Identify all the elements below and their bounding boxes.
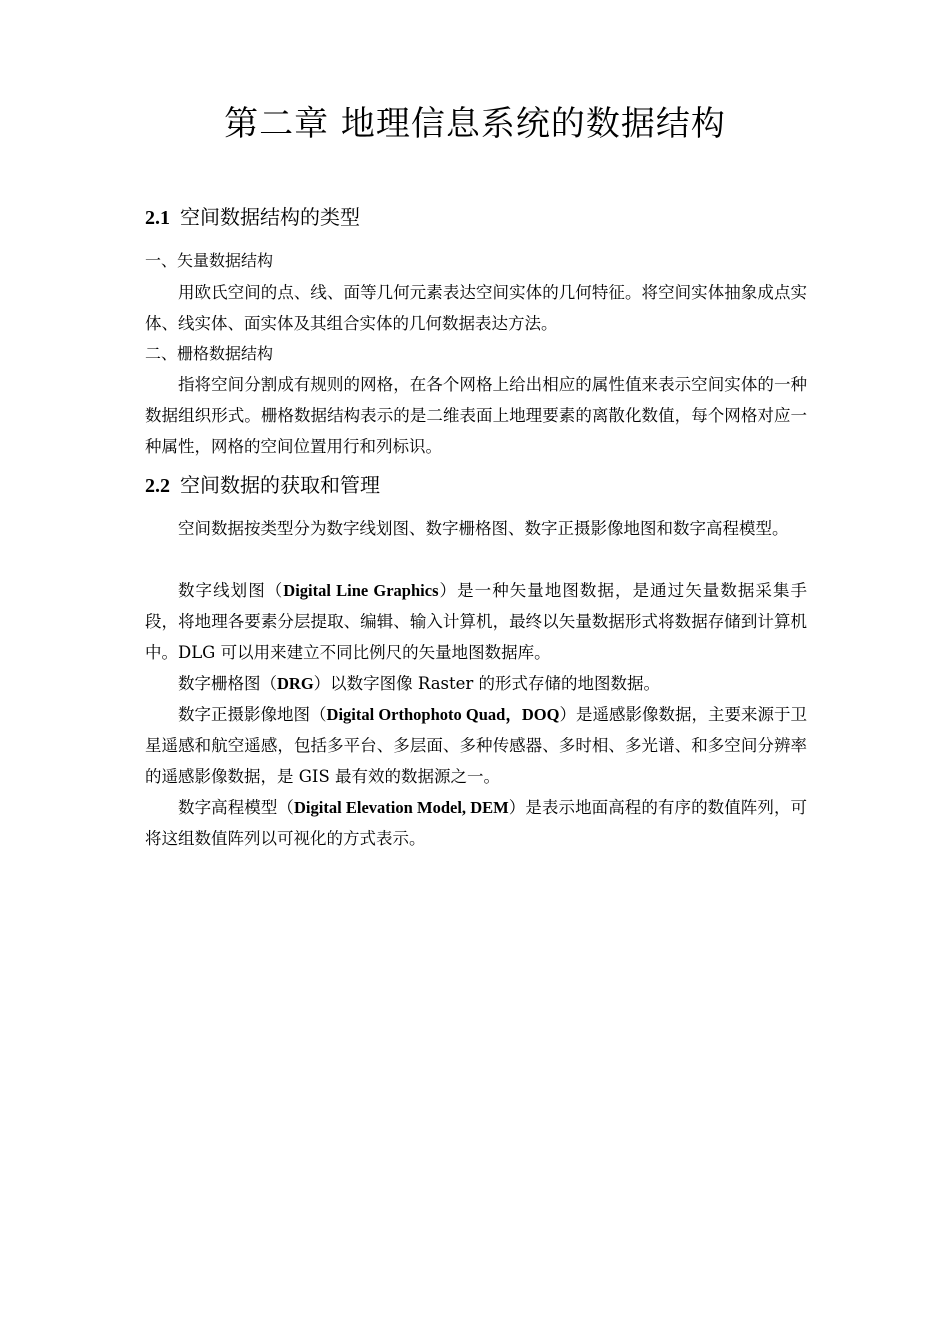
paragraph-doq <box>145 699 807 792</box>
term-dlg: Digital Line Graphics <box>283 581 439 600</box>
term-drg: DRG <box>277 674 314 693</box>
paragraph-text: ）是表示地面高程的有序的数值阵列，可将这组数值阵列以可视化的方式表示。 <box>145 798 808 848</box>
paragraph-vector: 用欧氏空间的点、线、面等几何元素表达空间实体的几何特征。将空间实体抽象成点实体、线实体、面实体及其组合实体的几何数据表达方法。 <box>145 283 807 333</box>
paragraph-text: 数字线划图（ <box>178 581 284 600</box>
section-title: 空间数据的获取和管理 <box>180 473 380 497</box>
paragraph-dem <box>145 792 807 854</box>
subsection-heading-vector: 一、矢量数据结构 <box>145 251 274 270</box>
term-dem: Digital Elevation Model, DEM <box>294 798 509 817</box>
section-heading-2-2 <box>145 471 380 500</box>
chapter-title: 第二章 地理信息系统的数据结构 <box>224 104 726 144</box>
paragraph-text: ）是遥感影像数据，主要来源于卫星遥感和航空遥感，包括多平台、多层面、多种传感器、多时相、多光谱、和多空间分辨率的遥感影像数据，是 GIS 最有效的数据源之一。 <box>145 705 808 786</box>
section-number: 2.2 <box>145 475 170 497</box>
paragraph-text: ）以数字图像 Raster 的形式存储的地图数据。 <box>313 674 661 693</box>
paragraph-text: 数字栅格图（ <box>178 674 277 693</box>
paragraph-drg <box>145 668 807 699</box>
paragraph-data-types: 空间数据按类型分为数字线划图、数字栅格图、数字正摄影像地图和数字高程模型。 <box>178 519 789 538</box>
paragraph-text: ）是一种矢量地图数据，是通过矢量数据采集手段，将地理各要素分层提取、编辑、输入计算机，最终以矢量数据形式将数据存储到计算机中。DLG 可以用来建立不同比例尺的矢量地图数据库。 <box>145 581 808 662</box>
section-heading-2-1 <box>145 203 360 232</box>
paragraph-text: 数字高程模型（ <box>178 798 295 817</box>
section-number: 2.1 <box>145 207 170 229</box>
subsection-heading-raster: 二、栅格数据结构 <box>145 344 274 363</box>
paragraph-raster: 指将空间分割成有规则的网格，在各个网格上给出相应的属性值来表示空间实体的一种数据组织形式。栅格数据结构表示的是二维表面上地理要素的离散化数值，每个网格对应一种属性，网格的空间位置用行和列标识。 <box>145 375 807 456</box>
term-doq: Digital Orthophoto Quad，DOQ <box>326 705 560 724</box>
paragraph-dlg <box>145 575 807 668</box>
section-title: 空间数据结构的类型 <box>180 205 360 229</box>
paragraph-text: 数字正摄影像地图（ <box>178 705 327 724</box>
